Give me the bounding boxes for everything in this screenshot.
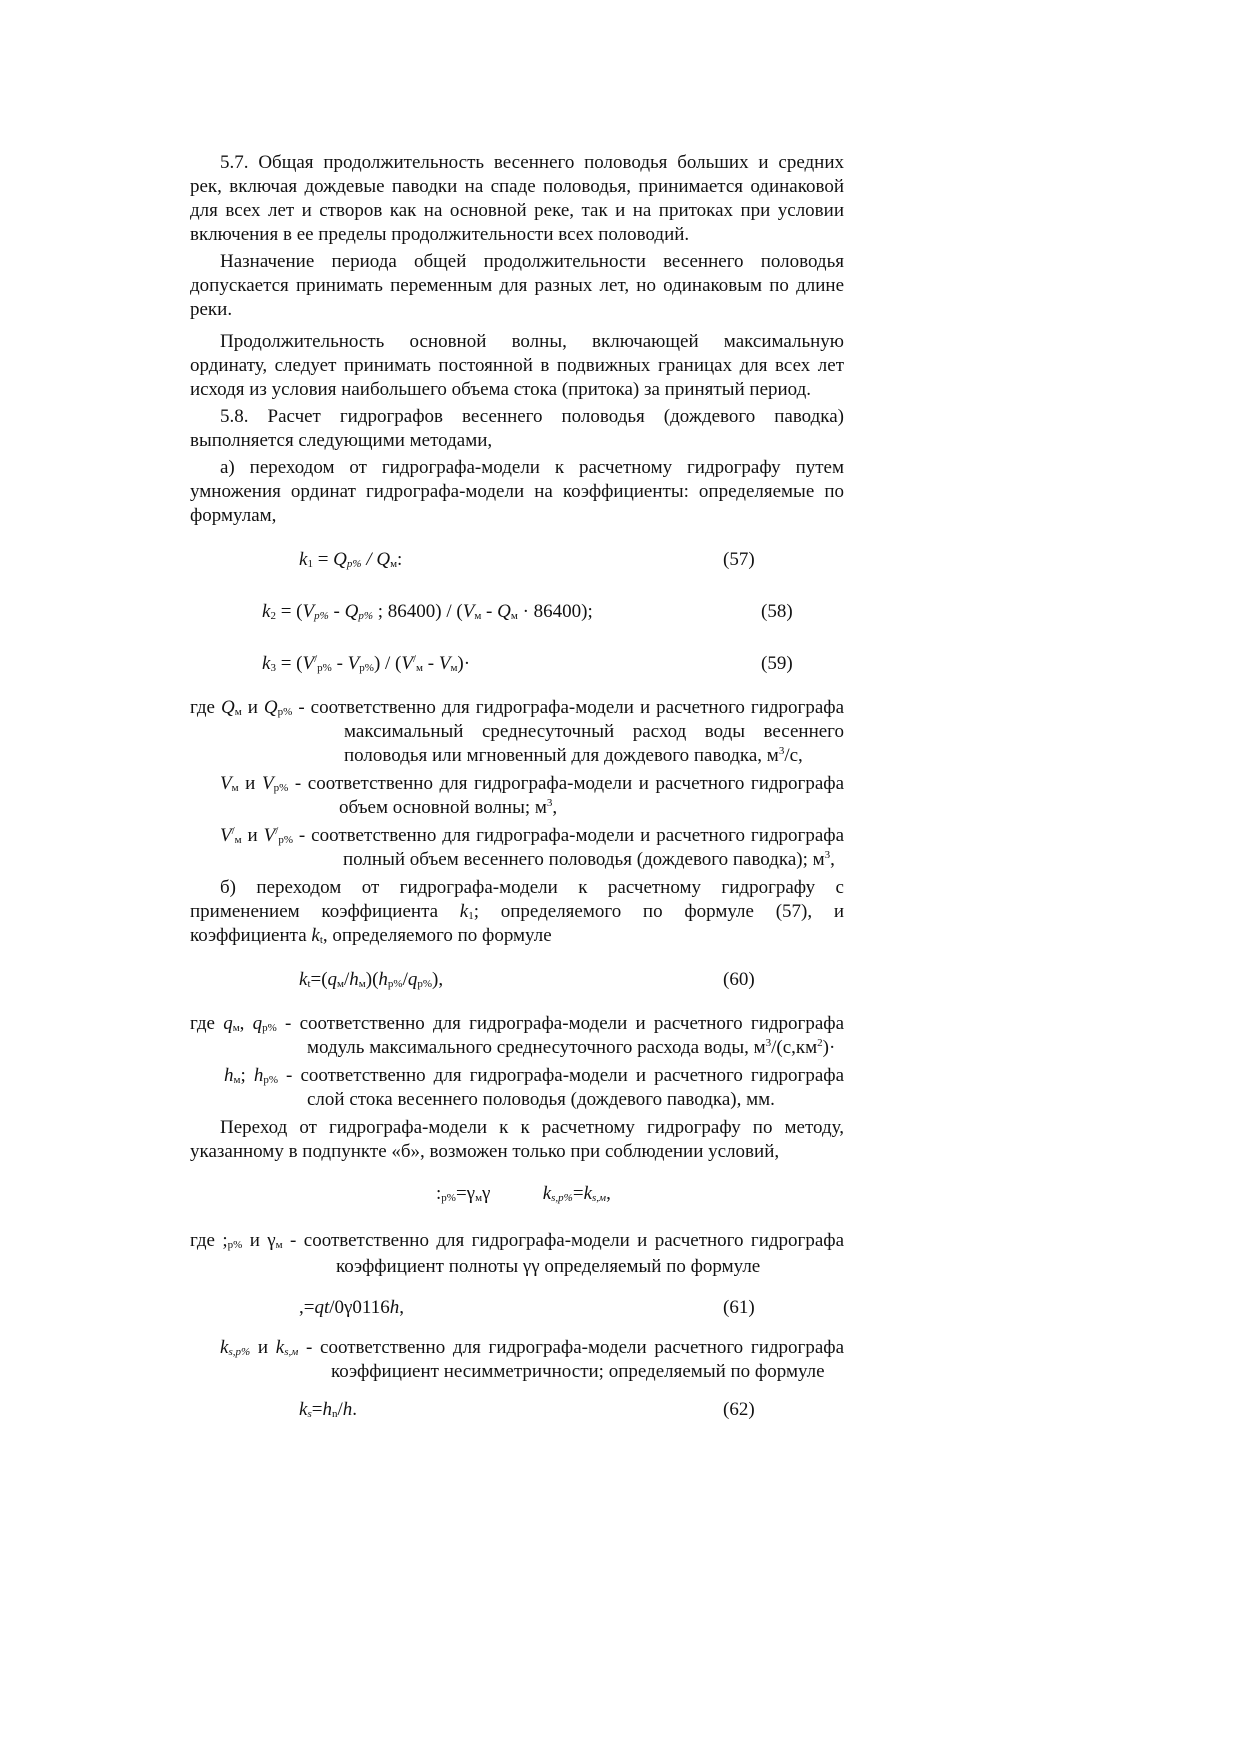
formula-58-number: (58) [761,601,793,622]
formula-conditions [190,1182,844,1208]
definition-v: $V_м$ и $V_{р\%}$ - соответственно для гидрографа-модели и расчетного гидрографа объем основной волны; $м^3$, [220,773,845,818]
formula-57-number: (57) [723,549,755,570]
definition-h: $h_м$; $h_{р\%}$ - соответственно для гидрографа-модели и расчетного гидрографа слой стока весеннего половодья (дождевого паводка), мм. [224,1065,844,1110]
conditions-expression: $:_{р\%}=\gamma_м\gamma$ $k_{s,р\%}=k_{s,м}$, [436,1183,611,1204]
definition-v-total: $V^/_м$ и $V^/_{р\%}$ - соответственно для гидрографа-модели и расчетного гидрографа полный объем весеннего половодья (дождевого паводка); $м^3$, [220,825,845,870]
formula-61 [190,1296,844,1322]
formula-57 [190,548,844,574]
definition-q-module: где $q_м$, $q_{р\%}$ - соответственно для гидрографа-модели и расчетного гидрографа модуль максимального среднесуточного расхода воды, $м^3/(с,км^2)\cdot$ [190,1013,845,1058]
formula-58 [190,600,844,626]
formula-61-number: (61) [723,1297,755,1318]
definition-q: где $Q_м$ и $Q_{р\%}$ - соответственно для гидрографа-модели и расчетного гидрографа максимальный среднесуточный расход воды весеннего половодья или мгновенный для дождевого паводка, $м^3/с$, [190,697,845,766]
paragraph-5-7: 5.7. Общая продолжительность весеннего половодья больших и средних рек, включая дождевые паводки на спаде половодья, принимается одинаковой для всех лет и створов как на основной реке, так и на притоках при условии включения в ее пределы продолжительности всех половодий. [190,152,844,245]
definition-gamma: где $;_{р\%}$ и $\gamma_м$ - соответственно для гидрографа-модели и расчетного гидрографа коэффициент полноты γγ определяемый по формуле [190,1230,844,1277]
formula-59-number: (59) [761,653,793,674]
formula-62-number: (62) [723,1399,755,1420]
formula-62 [190,1398,844,1424]
paragraph-5-8: 5.8. Расчет гидрографов весеннего половодья (дождевого паводка) выполняется следующими методами, [190,406,844,451]
formula-58-expression: $k_2 = (V_{р\%} - Q_{р\%}$ ; $86400) / (V_м - Q_м \cdot 86400)$; [262,601,593,622]
paragraph-period: Назначение периода общей продолжительности весеннего половодья допускается принимать переменным для разных лет, но одинаковым по длине реки. [190,251,844,320]
paragraph-main-wave: Продолжительность основной волны, включающей максимальную ординату, следует принимать постоянной в подвижных границах для всех лет исходя из условия наибольшего объема стока (притока) за принятый период. [190,331,844,400]
formula-60-expression: $k_t=(q_м/h_м)(h_{р\%}/q_{р\%})$, [299,969,444,990]
formula-60-number: (60) [723,969,755,990]
formula-59-expression: $k_3 = (V^/_{р\%} - V_{р\%}) / (V^/_м - V_м)\cdot$ [262,653,471,674]
formula-61-expression: ,=qt/0γ0116h, [299,1297,404,1318]
document-text [190,151,844,1424]
paragraph-method-b: б) переходом от гидрографа-модели к расчетному гидрографу с применением коэффициента $k_1$; определяемого по формуле (57), и коэффициента $k_t$, определяемого по формуле [190,877,845,946]
paragraph-transition: Переход от гидрографа-модели к к расчетному гидрографу по методу, указанному в подпункте «б», возможен только при соблюдении условий, [190,1117,844,1162]
formula-60 [190,968,844,994]
formula-62-expression: $k_s=h_n/h$. [299,1399,357,1420]
formula-59 [190,652,844,678]
formula-57-expression: $k_1 = Q_{р\%} / Q_м$: [299,549,403,570]
paragraph-method-a: а) переходом от гидрографа-модели к расчетному гидрографу путем умножения ординат гидрографа-модели на коэффициенты: определяемые по формулам, [190,457,844,526]
definition-ks: $k_{s,р\%}$ и $k_{s,м}$ - соответственно для гидрографа-модели расчетного гидрографа коэффициент несимметричности; определяемый по формуле [220,1337,844,1382]
